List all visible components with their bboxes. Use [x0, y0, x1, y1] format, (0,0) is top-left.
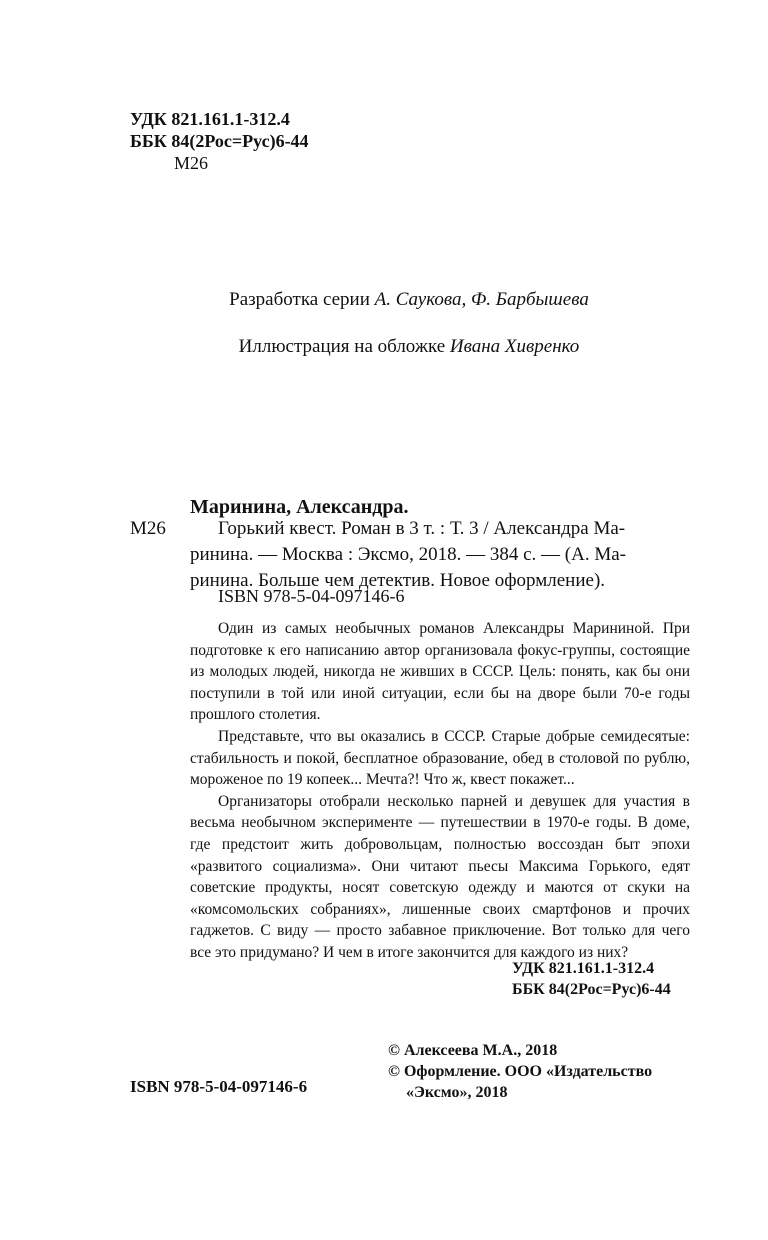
series-credit [25, 288, 768, 312]
copyright-block [388, 1040, 652, 1103]
udk-code-bottom: УДК 821.161.1-312.4 [512, 960, 655, 977]
annotation-paragraph: Один из самых необычных романов Александры Марининой. При подготовке к его написанию автор организовала фокус-группы, состоящие из молодых людей, никогда не живших в СССР. Цель: понять, как бы они поступили в той или иной ситуации, если бы на дворе были 70-е годы прошлого столетия. [190, 620, 690, 724]
bbk-code-bottom: ББК 84(2Рос=Рус)6-44 [512, 981, 671, 998]
classification-block-top [130, 108, 309, 174]
classification-block-bottom [512, 958, 671, 1000]
illustration-credit-prefix: Иллюстрация на обложке [238, 336, 450, 357]
annotation [190, 618, 690, 964]
record-isbn: ISBN 978-5-04-097146-6 [218, 586, 405, 606]
annotation-paragraph: Организаторы отобрали несколько парней и девушек для участия в весьма необычном эксперименте — путешествии в 1970-е годы. В доме, где предстоит жить добровольцам, полностью воссоздан быт эпохи «развитого социализма». Они читают пьесы Максима Горького, едят советские продукты, носят советскую одежду и маются от скуки на «комсомольских собраниях», лишенные своих смартфонов и прочих гаджетов. С виду — просто забавное приключение. Вот только для чего все это придумано? И чем в итоге закончится для каждого из них? [190, 792, 690, 961]
record-line: ринина. — Москва : Эксмо, 2018. — 384 с. — (А. Ма- [190, 544, 626, 565]
copyright-design: © Оформление. ООО «Издательство [388, 1063, 653, 1080]
illustration-credit-name: Ивана Хивренко [449, 336, 580, 357]
udk-code: УДК 821.161.1-312.4 [130, 109, 290, 129]
record-line: Горький квест. Роман в 3 т. : Т. 3 / Александра Ма- [218, 518, 626, 539]
record-line: ринина. Больше чем детектив. Новое оформление). [190, 570, 606, 591]
series-credit-names: А. Саукова, Ф. Барбышева [374, 289, 589, 310]
series-credit-prefix: Разработка серии [229, 289, 375, 310]
bbk-code: ББК 84(2Рос=Рус)6-44 [130, 131, 309, 151]
record-description [190, 516, 690, 594]
illustration-credit [25, 335, 768, 359]
copyright-publisher: «Эксмо», 2018 [406, 1084, 508, 1101]
annotation-paragraph: Представьте, что вы оказались в СССР. Старые добрые семидесятые: стабильность и покой, бесплатное образование, обед в столовой по рублю, мороженое по 19 копеек... Мечта?! Что ж, квест покажет... [190, 727, 690, 789]
record-author: Маринина, Александра. [190, 496, 409, 518]
author-mark: М26 [174, 153, 209, 173]
isbn-bottom: ISBN 978-5-04-097146-6 [130, 1077, 308, 1096]
copyright-author: © Алексеева М.А., 2018 [388, 1042, 558, 1059]
record-code: М26 [130, 518, 166, 539]
